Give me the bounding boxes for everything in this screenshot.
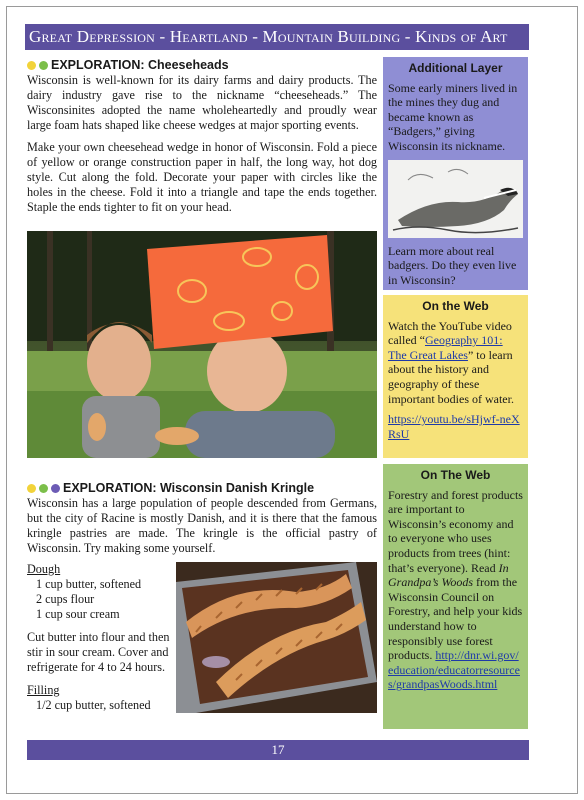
page-footer bbox=[27, 740, 529, 760]
kringle-heading bbox=[27, 481, 377, 495]
page-banner: Great Depression - Heartland - Mountain Building - Kinds of Art bbox=[25, 24, 529, 50]
purple-dot-icon bbox=[51, 484, 60, 493]
dough-label: Dough bbox=[27, 562, 61, 576]
cheeseheads-heading bbox=[27, 58, 377, 72]
green-dot-icon bbox=[39, 484, 48, 493]
cheeseheads-section bbox=[27, 58, 377, 215]
green-dot-icon bbox=[39, 61, 48, 70]
additional-layer-heading: Additional Layer bbox=[408, 61, 503, 75]
dough-ingredient: 1 cup sour cream bbox=[36, 607, 120, 621]
geography-video-link[interactable]: Geography 101: The Great Lakes bbox=[388, 333, 503, 362]
cheeseheads-intro: Wisconsin is well-known for its dairy farms and dairy products. The dairy industry gave rise to the nickname “cheeseheads.” The Wisconsinites adopted the name wholeheartedly and proudly wear large foam hats shaped like cheese wedges at major sporting events. bbox=[27, 73, 377, 132]
yellow-dot-icon bbox=[27, 484, 36, 493]
on-the-web-heading-2: On The Web bbox=[420, 468, 491, 482]
cheeseheads-heading-text: EXPLORATION: Cheeseheads bbox=[51, 58, 229, 72]
youtube-url-link[interactable]: https://youtu.be/sHjwf-neXRsU bbox=[388, 412, 520, 441]
filling-label: Filling bbox=[27, 683, 60, 697]
additional-layer-question: Learn more about real badgers. Do they even live in Wisconsin? bbox=[388, 243, 517, 287]
additional-layer-box bbox=[383, 57, 528, 290]
on-the-web-text-2 bbox=[388, 488, 523, 692]
filling-ingredient: 1/2 cup butter, softened bbox=[36, 698, 151, 712]
page-number: 17 bbox=[271, 742, 285, 757]
web1-text-after: ” to learn about the history and geography of these important bodies of water. bbox=[388, 347, 514, 406]
on-the-web-box-1 bbox=[383, 295, 528, 458]
kringle-photo bbox=[176, 562, 377, 713]
kringle-heading-text: EXPLORATION: Wisconsin Danish Kringle bbox=[63, 481, 315, 495]
kringle-section bbox=[27, 481, 377, 556]
on-the-web-heading-1: On the Web bbox=[422, 299, 489, 313]
dough-ingredient: 1 cup butter, softened bbox=[36, 577, 142, 591]
kringle-intro: Wisconsin has a large population of people descended from Germans, but the city of Racine is mostly Danish, and it is there that the famous kringle pastries are made. The kringle is the official pastry of Wisconsin. Try making some yourself. bbox=[27, 496, 377, 555]
dough-steps: Cut butter into flour and then stir in sour cream. Cover and refrigerate for 4 to 24 hours. bbox=[27, 630, 170, 674]
web2-text-before: Forestry and forest products are important to Wisconsin’s economy and to everyone who uses products from trees (hint: that’s everyone). Read bbox=[388, 487, 523, 575]
badger-illustration bbox=[388, 160, 523, 238]
book-title: In Grandpa’s Woods bbox=[388, 560, 509, 590]
dnr-url-link[interactable]: http://dnr.wi.gov/education/educatorresources/grandpasWoods.html bbox=[388, 648, 520, 692]
additional-layer-text: Some early miners lived in the mines they dug and became known as “Badgers,” giving Wisconsin its nickname. bbox=[388, 80, 518, 153]
on-the-web-text-1 bbox=[388, 319, 523, 407]
cheesehead-photo bbox=[27, 231, 377, 458]
web1-text-before: Watch the YouTube video called “ bbox=[388, 318, 512, 348]
on-the-web-box-2 bbox=[383, 464, 528, 729]
web2-text-after: from the Wisconsin Council on Forestry, and help your kids understand how to responsibly use forest products. bbox=[388, 575, 523, 663]
dough-ingredient: 2 cups flour bbox=[36, 592, 95, 606]
yellow-dot-icon bbox=[27, 61, 36, 70]
kringle-recipe bbox=[27, 562, 171, 713]
cheeseheads-instructions: Make your own cheesehead wedge in honor of Wisconsin. Fold a piece of yellow or orange construction paper in half, the long way, hot dog style. Cut along the fold. Decorate your paper with circles like the holes in the cheese. Fold it into a triangle and tape the ends together. Staple the ends tighter to fit on your head. bbox=[27, 140, 377, 214]
